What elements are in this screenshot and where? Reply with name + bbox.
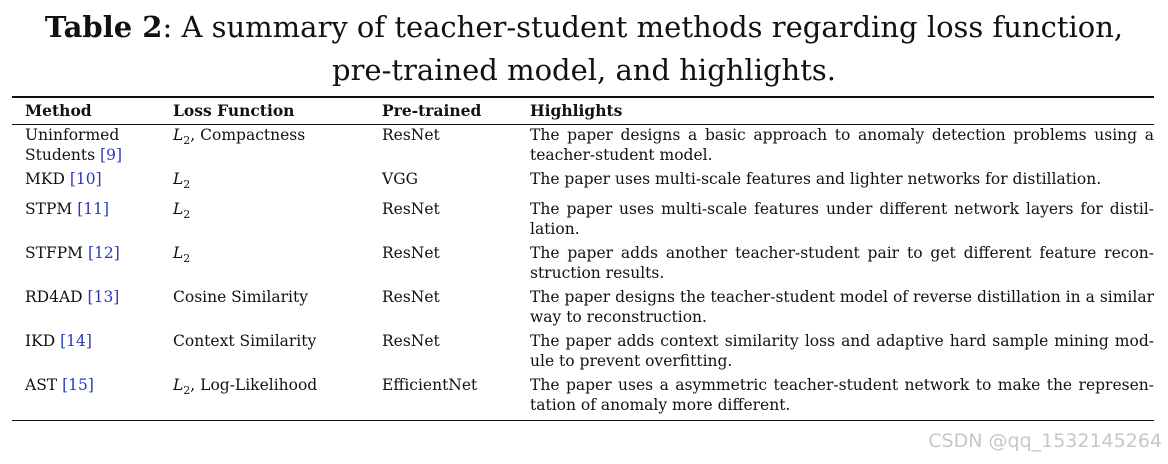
loss-math: $L_2$ (173, 125, 191, 147)
bottom-rule (12, 420, 1154, 422)
loss-cell (160, 169, 369, 199)
highlights-cell: The paper uses multi-scale features under different network layers for distil-lation. (530, 199, 1154, 238)
loss-math: $L_2$ (173, 169, 191, 191)
loss-cell (160, 331, 369, 375)
pretrained-cell: ResNet (382, 331, 440, 350)
loss-math: $L_2$ (173, 243, 191, 265)
method-cell (12, 287, 160, 331)
pretrained-cell: VGG (382, 169, 418, 188)
method-cell (12, 169, 160, 199)
caption-line-2: pre-trained model, and highlights. (332, 53, 836, 87)
citation-link[interactable]: [14] (60, 331, 92, 350)
loss-suffix: , Compactness (190, 125, 306, 144)
table-row (12, 287, 1154, 331)
caption-label: Table 2 (44, 10, 163, 44)
method-name: STFPM (25, 243, 84, 262)
citation-link[interactable]: [11] (77, 199, 110, 218)
loss-math: $L_2$ (173, 199, 191, 221)
highlights-cell: The paper designs the teacher-student model of reverse distillation in a similar way to reconstruction. (530, 287, 1154, 326)
citation-link[interactable]: [9] (100, 145, 122, 164)
method-name: IKD (25, 331, 56, 350)
loss-text: Cosine Similarity (173, 287, 308, 306)
summary-table (12, 96, 1154, 421)
header-pre-trained: Pre-trained (382, 100, 482, 120)
pretrained-cell: ResNet (382, 199, 440, 218)
method-name: AST (25, 375, 58, 394)
pretrained-cell: ResNet (382, 243, 440, 262)
table-row (12, 169, 1154, 199)
loss-cell (160, 375, 369, 420)
pretrained-cell: ResNet (382, 125, 440, 144)
table-row (12, 243, 1154, 287)
citation-link[interactable]: [12] (87, 243, 120, 262)
table-row (12, 199, 1154, 243)
table-row (12, 125, 1154, 169)
method-cell (12, 243, 160, 287)
method-name: STPM (25, 199, 73, 218)
pretrained-cell: EfficientNet (382, 375, 478, 394)
highlights-cell: The paper designs a basic approach to anomaly detection problems using a teacher-student model. (530, 125, 1154, 164)
citation-link[interactable]: [10] (69, 169, 102, 188)
table-row (12, 331, 1154, 375)
header-method: Method (25, 100, 92, 120)
caption-line-1 (0, 6, 1168, 49)
citation-link[interactable]: [15] (62, 375, 94, 394)
highlights-cell: The paper adds another teacher-student pair to get different feature recon-struction results. (530, 243, 1154, 282)
pretrained-cell: ResNet (382, 287, 440, 306)
method-cell (12, 125, 160, 169)
citation-link[interactable]: [13] (87, 287, 120, 306)
methods-table (12, 98, 1154, 420)
method-cell (12, 331, 160, 375)
header-row (12, 98, 1154, 124)
highlights-cell: The paper uses multi-scale features and lighter networks for distillation. (530, 169, 1102, 188)
method-name: Uninformed Students (25, 125, 120, 164)
table-caption (0, 6, 1168, 92)
method-name: RD4AD (25, 287, 83, 306)
highlights-cell: The paper adds context similarity loss and adaptive hard sample mining mod-ule to prevent overfitting. (530, 331, 1154, 370)
loss-cell (160, 243, 369, 287)
method-name: MKD (25, 169, 65, 188)
loss-math: $L_2$ (173, 375, 191, 397)
method-cell (12, 375, 160, 420)
loss-cell (160, 125, 369, 169)
header-highlights: Highlights (530, 100, 623, 120)
table-row (12, 375, 1154, 420)
caption-text: : A summary of teacher-student methods regarding loss function, (162, 10, 1124, 44)
header-loss-function: Loss Function (173, 100, 295, 120)
loss-cell (160, 287, 369, 331)
loss-suffix: , Log-Likelihood (190, 375, 318, 394)
loss-text: Context Similarity (173, 331, 317, 350)
method-cell (12, 199, 160, 243)
loss-cell (160, 199, 369, 243)
highlights-cell: The paper uses a asymmetric teacher-student network to make the represen-tation of anomaly more different. (530, 375, 1154, 414)
watermark: CSDN @qq_1532145264 (928, 430, 1162, 452)
